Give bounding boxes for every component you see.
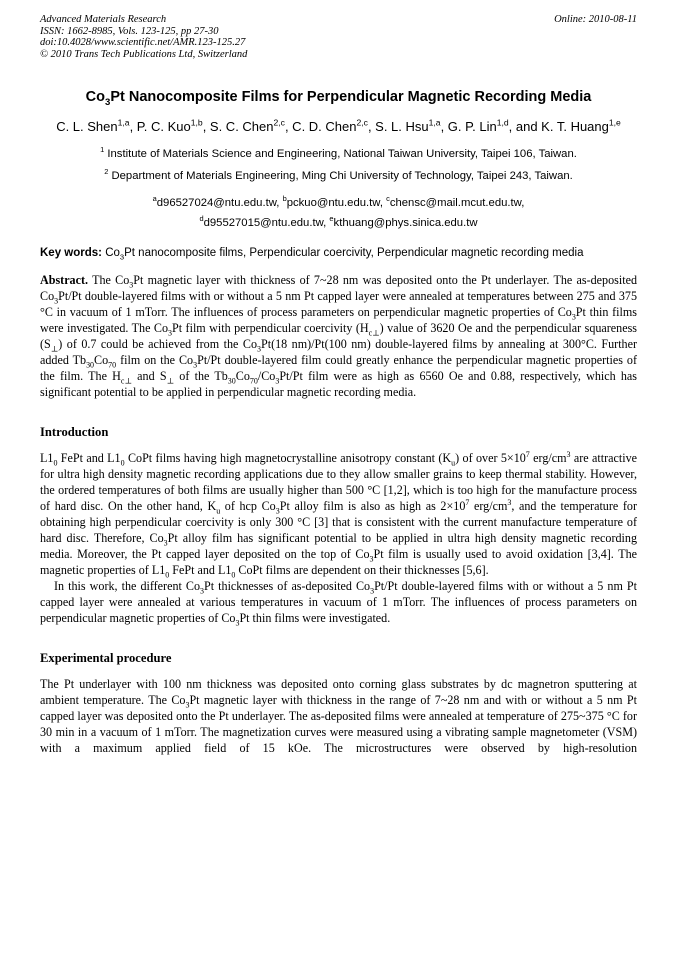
affiliation-2: $^2$ Department of Materials Engineering, Ming Chi University of Technology, Taipei 243, Taiwan.	[104, 167, 573, 183]
journal-title: Advanced Materials Research	[40, 14, 167, 25]
keywords-text: $Co_3Pt$ nanocomposite films, Perpendicular coercivity, Perpendicular magnetic recording media	[102, 247, 584, 262]
author-emails	[40, 193, 637, 233]
journal-doi-line: doi:10.4028/www.scientific.net/AMR.123-125.27	[40, 37, 246, 49]
introduction-paragraph-1: $L1_0$ FePt and $L1_0$ CoPt films having high magnetocrystalline anisotropy constant $(K_u)$ of over $5\times 10^7$ erg/$cm^3$ are attractive for ultra high density magnetic recording applications due to they allow smaller grains to keep thermal stability. However, the ordered temperatures of both films are usually higher than 500 °C [1,2], which is too high for the manufacture process of hard disc. On the other hand, $K_u$ of hcp $Co_3Pt$ alloy film is also as high as $2\times 10^7$ erg/$cm^3$, and the temperature for obtaining high perpendicular coercivity is only 300 °C [3] that is consistent with the current manufacture temperature of hard disc. Therefore, $Co_3Pt$ alloy film has significant potential to be applied in ultra high density magnetic recording media. Moreover, the Pt capped layer deposited on the top of $Co_3Pt$ film is usually used to avoid oxidation [3,4]. The magnetic properties of $L1_0$ FePt and $L1_0$ CoPt films are dependent on their thicknesses [5,6].	[40, 450, 638, 580]
introduction-paragraph-2: In this work, the different $Co_3Pt$ thicknesses of as-deposited $Co_3Pt/Pt$ double-layered films with or without a 5 nm Pt capped layer were annealed at various temperatures in vacuum of 1 mTorr. The influences of process parameters on perpendicular magnetic properties of $Co_3Pt$ thin films were investigated.	[40, 579, 638, 628]
abstract-label: Abstract.	[40, 273, 89, 288]
affiliation-1: $^1$ Institute of Materials Science and Engineering, National Taiwan University, Taipei 106, Taiwan.	[100, 145, 577, 161]
section-heading-introduction: Introduction	[40, 425, 109, 440]
online-date: Online: 2010-08-11	[554, 14, 637, 25]
author-list: C. L. Shen$^{1,a}$, P. C. Kuo$^{1,b}$, S. C. Chen$^{2,c}$, C. D. Chen$^{2,c}$, S. L. Hsu$^{1,a}$, G. P. Lin$^{1,d}$, and K. T. Huang$^{1,e}$	[56, 118, 621, 135]
abstract-text: The $Co_3Pt$ magnetic layer with thickness of 7~28 nm was deposited onto the Pt underlayer. The as-deposited $Co_3Pt/Pt$ double-layered films with or without a 5 nm Pt capped layer were annealed at temperatures between 275 and 375 °C in vacuum of 1 mTorr. The influences of process parameters on perpendicular magnetic properties of $Co_3Pt$ thin films were investigated. The $Co_3Pt$ film with perpendicular coercivity $(H_{c\perp})$ value of 3620 Oe and the perpendicular squareness $(S_\perp)$ of 0.7 could be achieved from the $Co_3Pt(18$ nm)/Pt(100 nm) double-layered films by annealing at 300°C. Further added $Tb_{30}Co_{70}$ film on the $Co_3Pt/Pt$ double-layered film could greatly enhance the perpendicular magnetic properties of the film. The $H_{c\perp}$ and $S_\perp$ of the $Tb_{30}Co_{70}/Co_3Pt/Pt$ film were as high as 6560 Oe and 0.88, respectively, which has significant potential to be applied in perpendicular magnetic recording media.	[40, 273, 638, 400]
section-heading-experimental: Experimental procedure	[40, 651, 172, 666]
email-line-1: $^a$d96527024@ntu.edu.tw, $^b$pckuo@ntu.edu.tw, $^c$chensc@mail.mcut.edu.tw,	[152, 194, 525, 210]
journal-header	[40, 14, 637, 60]
keywords-label: Key words:	[40, 247, 102, 260]
journal-copyright-line: © 2010 Trans Tech Publications Ltd, Switzerland	[40, 48, 248, 60]
journal-issn-line: ISSN: 1662-8985, Vols. 123-125, pp 27-30	[40, 25, 219, 37]
experimental-paragraph-1: The Pt underlayer with 100 nm thickness was deposited onto corning glass substrates by dc magnetron sputtering at ambient temperature. The $Co_3Pt$ magnetic layer with thickness in the range of 7~28 nm and with or without a 5 nm Pt capped layer was deposited onto the Pt underlayer. The as-deposited films were annealed at temperature of 275~375 °C for 30 min in a vacuum of 1 mTorr. The magnetization curves were measured using a vibrating sample magnetometer (VSM) with a maximum applied field of 15 kOe. The microstructures were observed by high-resolution	[40, 677, 637, 756]
keywords-block	[40, 242, 637, 264]
journal-header-left	[40, 14, 247, 60]
paper-title: $Co_3Pt$ Nanocomposite Films for Perpendicular Magnetic Recording Media	[85, 89, 592, 109]
email-line-2: $^d$d95527015@ntu.edu.tw, $^e$kthuang@phys.sinica.edu.tw	[199, 214, 478, 230]
abstract-paragraph	[40, 272, 637, 400]
